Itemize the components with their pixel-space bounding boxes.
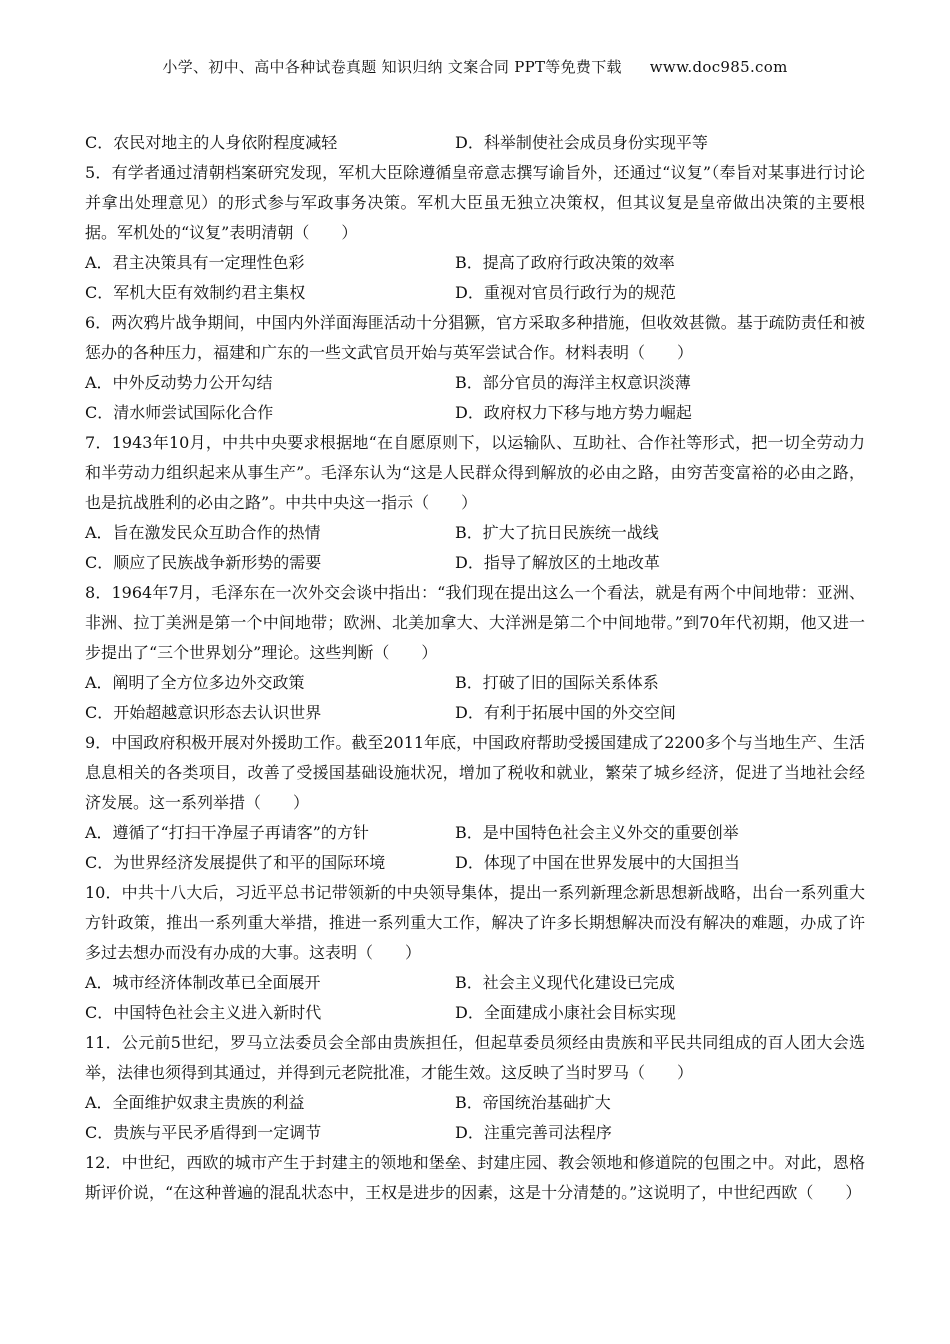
options-row [85,278,865,308]
header-text: 小学、初中、高中各种试卷真题 知识归纳 文案合同 PPT等免费下载 [162,58,622,76]
options-row [85,698,865,728]
question-6 [85,308,865,428]
question-stem: 9．中国政府积极开展对外援助工作。截至2011年底，中国政府帮助受援国建成了2200多个与当地生产、生活息息相关的各类项目，改善了受援国基础设施状况，增加了税收和就业，繁荣了城乡经济，促进了当地社会经济发展。这一系列举措（ ） [85,733,865,812]
option-a: A．中外反动势力公开勾结 [85,373,273,392]
option-c: C．清水师尝试国际化合作 [85,403,274,422]
option-d: D．重视对官员行政行为的规范 [455,283,676,302]
options-row [85,1088,865,1118]
option-c: C．农民对地主的人身依附程度减轻 [85,133,338,152]
question-12 [85,1148,865,1208]
option-a: A．全面维护奴隶主贵族的利益 [85,1093,305,1112]
option-a: A．遵循了“打扫干净屋子再请客”的方针 [85,823,369,842]
page-header [0,56,950,77]
options-row [85,668,865,698]
option-b: B．扩大了抗日民族统一战线 [455,523,659,542]
option-a: A．阐明了全方位多边外交政策 [85,673,305,692]
question-stem: 5．有学者通过清朝档案研究发现，军机大臣除遵循皇帝意志撰写谕旨外，还通过“议复”（奉旨对某事进行讨论并拿出处理意见）的形式参与军政事务决策。军机大臣虽无独立决策权，但其议复是皇帝做出决策的主要根据。军机处的“议复”表明清朝（ ） [85,163,865,242]
question-7 [85,428,865,578]
option-d: D．科举制使社会成员身份实现平等 [455,133,708,152]
header-site-url: www.doc985.com [649,58,788,76]
options-row [85,818,865,848]
option-d: D．注重完善司法程序 [455,1123,612,1142]
question-10 [85,878,865,1028]
options-row [85,998,865,1028]
option-d: D．指导了解放区的土地改革 [455,553,660,572]
option-c: C．中国特色社会主义进入新时代 [85,1003,322,1022]
question-stem: 10．中共十八大后，习近平总书记带领新的中央领导集体，提出一系列新理念新思想新战略，出台一系列重大方针政策，推出一系列重大举措，推进一系列重大工作，解决了许多长期想解决而没有解决的难题，办成了许多过去想办而没有办成的大事。这表明（ ） [85,883,865,962]
question-11 [85,1028,865,1148]
option-d: D．体现了中国在世界发展中的大国担当 [455,853,740,872]
question-stem: 8．1964年7月，毛泽东在一次外交会谈中指出：“我们现在提出这么一个看法，就是有两个中间地带：亚洲、非洲、拉丁美洲是第一个中间地带；欧洲、北美加拿大、大洋洲是第二个中间地带。”到70年代初期，他又进一步提出了“三个世界划分”理论。这些判断（ ） [85,583,865,662]
option-b: B．打破了旧的国际关系体系 [455,673,659,692]
option-b: B．是中国特色社会主义外交的重要创举 [455,823,739,842]
option-c: C．贵族与平民矛盾得到一定调节 [85,1123,322,1142]
question-stem: 7．1943年10月，中共中央要求根据地“在自愿原则下，以运输队、互助社、合作社等形式，把一切全劳动力和半劳动力组织起来从事生产”。毛泽东认为“这是人民群众得到解放的必由之路，由穷苦变富裕的必由之路，也是抗战胜利的必由之路”。中共中央这一指示（ ） [85,433,865,512]
option-b: B．社会主义现代化建设已完成 [455,973,675,992]
option-a: A．城市经济体制改革已全面展开 [85,973,321,992]
options-row [85,248,865,278]
options-row [85,548,865,578]
options-row [85,398,865,428]
option-c: C．为世界经济发展提供了和平的国际环境 [85,853,386,872]
options-row [85,968,865,998]
question-stem: 6．两次鸦片战争期间，中国内外洋面海匪活动十分猖獗，官方采取多种措施，但收效甚微。基于疏防责任和被惩办的各种压力，福建和广东的一些文武官员开始与英军尝试合作。材料表明（ ） [85,313,865,362]
question-stem: 12．中世纪，西欧的城市产生于封建主的领地和堡垒、封建庄园、教会领地和修道院的包围之中。对此，恩格斯评价说，“在这种普遍的混乱状态中，王权是进步的因素，这是十分清楚的。”这说明了，中世纪西欧（ ） [85,1153,865,1202]
option-a: A．君主决策具有一定理性色彩 [85,253,305,272]
question-stem: 11．公元前5世纪，罗马立法委员会全部由贵族担任，但起草委员须经由贵族和平民共同组成的百人团大会选举，法律也须得到其通过，并得到元老院批准，才能生效。这反映了当时罗马（ ） [85,1033,865,1082]
carry-over-options [85,128,865,158]
option-d: D．有利于拓展中国的外交空间 [455,703,676,722]
option-d: D．政府权力下移与地方势力崛起 [455,403,692,422]
option-c: C．顺应了民族战争新形势的需要 [85,553,322,572]
option-b: B．部分官员的海洋主权意识淡薄 [455,373,691,392]
question-9 [85,728,865,878]
options-row [85,848,865,878]
options-row [85,1118,865,1148]
option-c: C．军机大臣有效制约君主集权 [85,283,306,302]
question-5 [85,158,865,308]
option-b: B．提高了政府行政决策的效率 [455,253,675,272]
question-8 [85,578,865,728]
option-d: D．全面建成小康社会目标实现 [455,1003,676,1022]
question-list [85,128,865,1208]
options-row [85,368,865,398]
options-row [85,518,865,548]
option-c: C．开始超越意识形态去认识世界 [85,703,322,722]
option-b: B．帝国统治基础扩大 [455,1093,611,1112]
option-a: A．旨在激发民众互助合作的热情 [85,523,321,542]
